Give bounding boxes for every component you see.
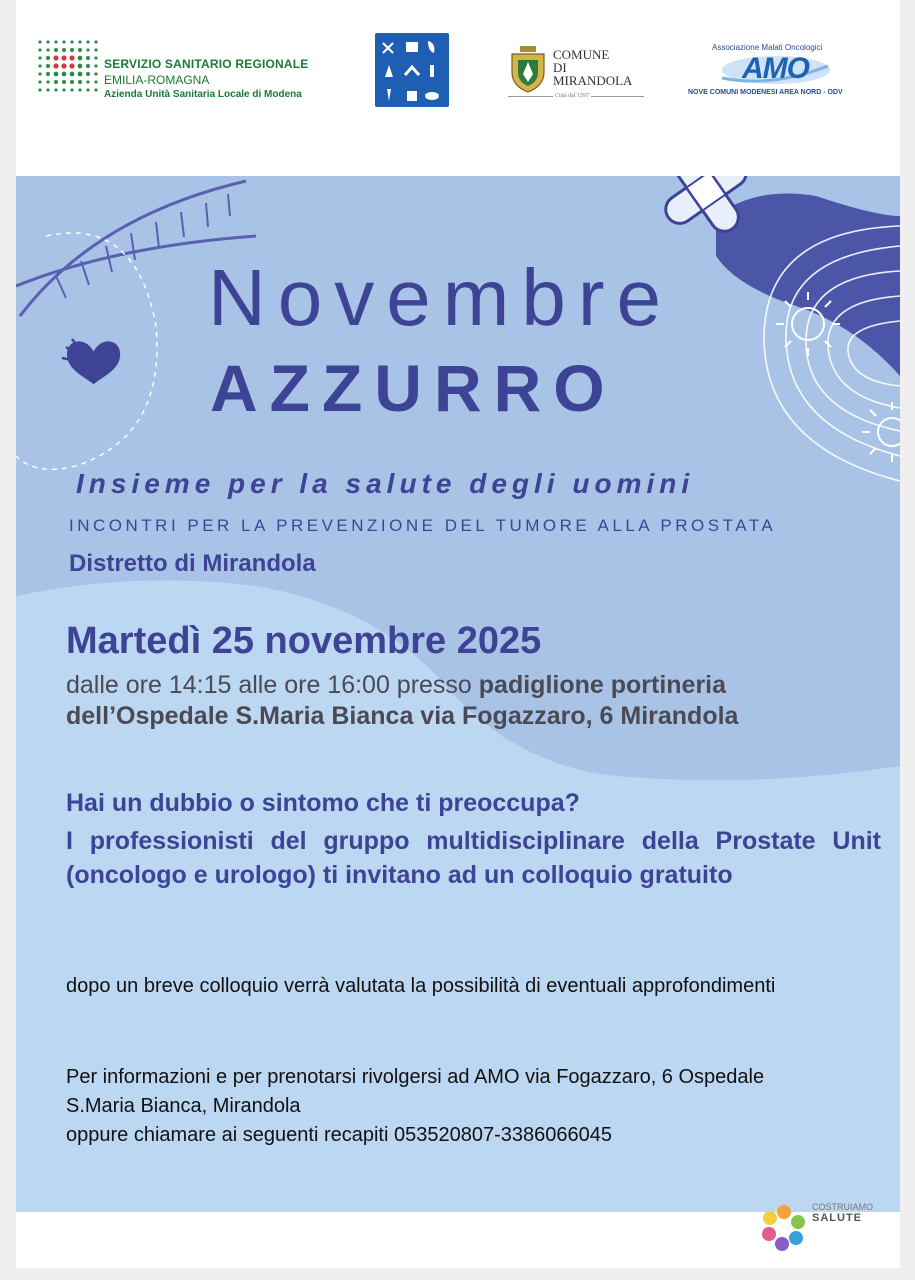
ssr-region: EMILIA-ROMAGNA [104, 73, 210, 87]
question: Hai un dubbio o sintomo che ti preoccupa? [66, 789, 580, 817]
comune-sub: Città dal 1597 [555, 93, 589, 99]
title-azzurro: AZZURRO [210, 351, 617, 425]
union-crest-icon [375, 33, 449, 107]
comune-crest [508, 44, 548, 99]
tagline: Insieme per la salute degli uomini [76, 468, 695, 499]
footer-logo-bottom: SALUTE [812, 1212, 862, 1224]
invite-text: I professionisti del gruppo multidisciplinare della Prostate Unit (oncologo e urologo) ti invitano ad un colloquio gratuito [66, 827, 881, 889]
poster-main [16, 176, 900, 1212]
amo-logo [712, 52, 832, 86]
event-time: dalle ore 14:15 alle ore 16:00 presso [66, 671, 479, 699]
comune-line3: MIRANDOLA [553, 73, 633, 88]
event-time-venue [66, 670, 886, 732]
contact-line2: S.Maria Bianca, Mirandola [66, 1095, 301, 1117]
subtitle: INCONTRI PER LA PREVENZIONE DEL TUMORE ALLA PROSTATA [69, 516, 777, 535]
footer-logo-top: COSTRUIAMO [812, 1202, 874, 1212]
event-venue: padiglione portineria [478, 671, 727, 699]
district: Distretto di Mirandola [69, 550, 316, 577]
ssr-azienda: Azienda Unità Sanitaria Locale di Modena [104, 89, 302, 100]
contact-line3: oppure chiamare ai seguenti recapiti 053520807-3386066045 [66, 1124, 612, 1146]
ssr-dots-icon [36, 38, 102, 100]
comune-line2: DI [553, 60, 567, 75]
footer [16, 1202, 900, 1268]
amo-logo-text: AMO [742, 52, 809, 85]
poster-page [16, 0, 900, 1268]
event-venue-line2: dell’Ospedale S.Maria Bianca via Fogazzaro, 6 Mirandola [66, 702, 739, 730]
costruiamo-salute-icon [760, 1202, 808, 1252]
ssr-logo [36, 38, 102, 105]
comune-line1: COMUNE [553, 47, 610, 62]
amo-association: Associazione Malati Oncologici [712, 43, 823, 52]
amo-area: NOVE COMUNI MODENESI AREA NORD - ODV [688, 89, 843, 96]
contact-block [66, 1063, 896, 1150]
mirandola-shield-icon [508, 44, 548, 94]
event-date: Martedì 25 novembre 2025 [66, 620, 542, 662]
title-novembre: Novembre [208, 253, 674, 342]
union-emblem [375, 33, 449, 112]
header-logos [16, 0, 900, 176]
contact-line1: Per informazioni e per prenotarsi rivolgersi ad AMO via Fogazzaro, 6 Ospedale [66, 1066, 765, 1088]
note-text: dopo un breve colloquio verrà valutata la possibilità di eventuali approfondimenti [66, 975, 776, 997]
ssr-title: SERVIZIO SANITARIO REGIONALE [104, 57, 309, 71]
